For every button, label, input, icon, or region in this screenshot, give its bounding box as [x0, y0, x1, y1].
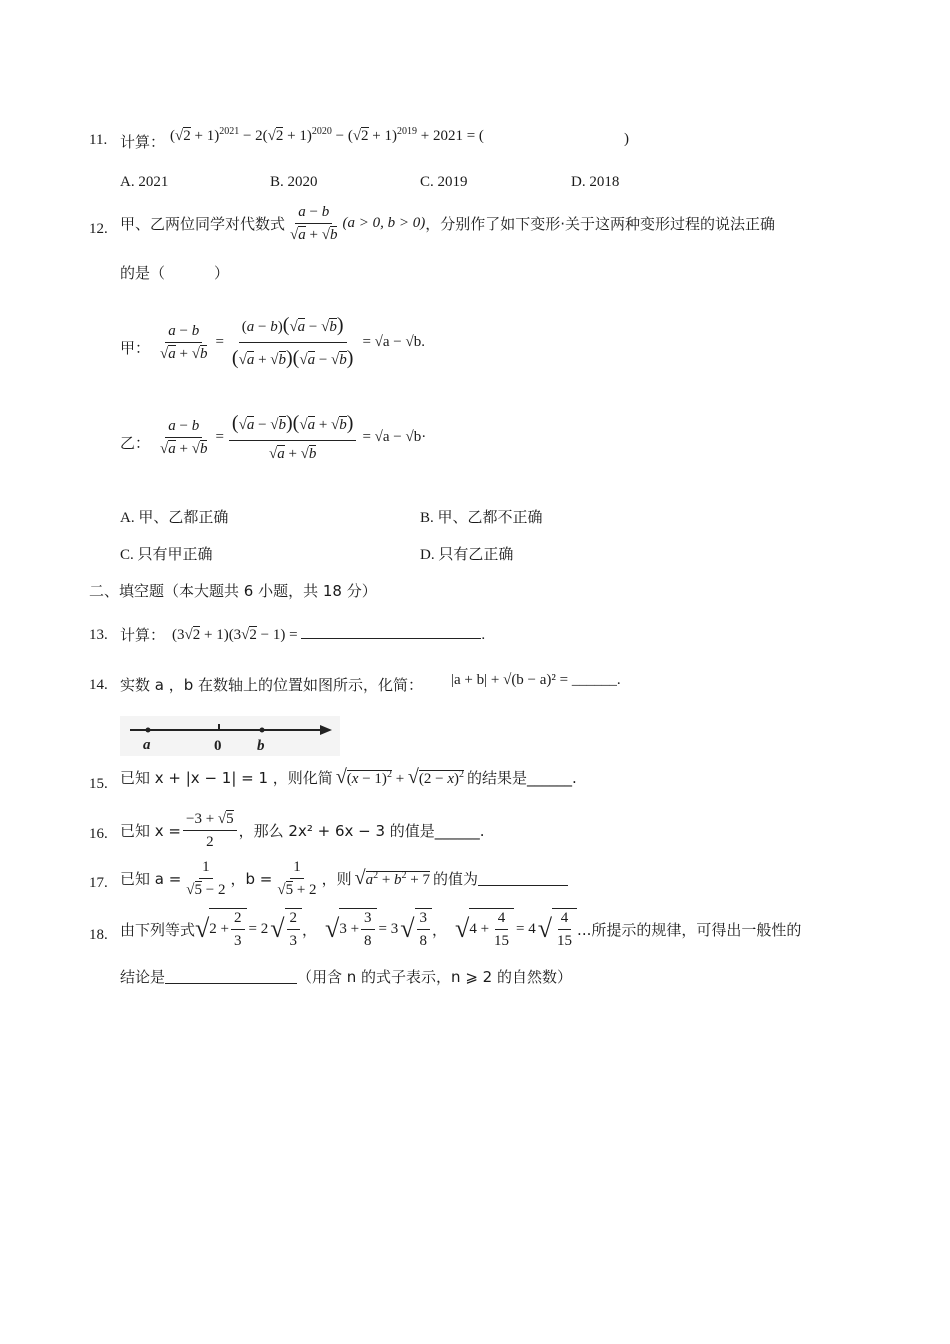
q18-line2 — [120, 966, 572, 987]
q12-line2-close: ） — [214, 264, 230, 282]
q12-line2: 的是（ — [120, 264, 166, 282]
q14-expression: |a + b| + √(b − a)² = ______. — [451, 672, 621, 688]
q12-condition: (a > 0, b > 0) — [342, 215, 426, 231]
q11-expression: $(√2 + 1)^{2021} - 2(√2 + 1)^{2020} - (√2 + 1)^{2019} + 2021$ = ( — [170, 126, 484, 144]
q17-text-d: 的值为 — [433, 870, 479, 888]
q13-expression: (3√2 + 1)(3√2 − 1) = . — [172, 624, 485, 644]
q14-text: 实数 a ，b 在数轴上的位置如图所示，化简： — [120, 676, 424, 694]
axis-label-0: 0 — [214, 738, 222, 754]
q12-jia-label: 甲： — [120, 339, 151, 357]
q11-option-b: B. 2020 — [270, 174, 318, 190]
q11-number: 11. — [89, 132, 108, 148]
q16-text-a: 已知 x = — [120, 822, 181, 840]
q11-option-a: A. 2021 — [120, 174, 169, 190]
q18-line2-a: 结论是 — [120, 968, 166, 986]
q12-yi-derivation: $\frac{a - b}{√a + √b}$ = $\frac{(√a - √b)(√a + √b)}{√a + √b}$ = √a − √b · — [160, 412, 427, 462]
q11-option-c: C. 2019 — [420, 174, 468, 190]
q17-text-b: ，b = — [230, 870, 273, 888]
q16-number: 16. — [89, 826, 108, 842]
q12-jia-result: = √a − √b — [362, 334, 422, 350]
q18-number: 18. — [89, 927, 108, 943]
q12-option-a: A. 甲、乙都正确 — [120, 510, 229, 526]
q17-text-c: ，则 — [321, 870, 352, 888]
axis-label-b: b — [257, 738, 265, 754]
q13-prefix: 计算： — [120, 626, 166, 644]
q12-yi-result: = √a − √b — [362, 429, 422, 445]
q12-option-c: C. 只有甲正确 — [120, 547, 213, 563]
q12-line1 — [120, 203, 775, 244]
q14-number-line — [120, 716, 340, 756]
q15-line — [120, 766, 577, 789]
q11-prefix: 计算： — [120, 133, 166, 151]
q13-number: 13. — [89, 627, 108, 643]
q14-number: 14. — [89, 677, 108, 693]
q15-radicals: $√(x - 1)^2 + √(2 - x)^2$ — [335, 766, 465, 788]
q16-fraction: $\frac{-3 + √5}{2}$ — [183, 810, 237, 851]
q18-text-b: ...所提示的规律，可得出一般性的 — [577, 920, 802, 939]
q12-text-a: 甲、乙两位同学对代数式 — [120, 215, 286, 233]
q12-jia-derivation: $\frac{a - b}{√a + √b}$ = $\frac{(a - b)(√a - √b)}{(√a + √b)(√a - √b)}$ = √a − √b . — [160, 314, 425, 369]
q12-option-b: B. 甲、乙都不正确 — [420, 510, 543, 526]
q12-yi-label: 乙： — [120, 434, 151, 452]
q18-text-a: 由下列等式 — [120, 920, 196, 939]
q13-end: . — [481, 627, 486, 643]
q11-option-d: D. 2018 — [571, 174, 620, 190]
q18-answer-blank[interactable] — [165, 969, 297, 984]
q16-text-b: ，那么 2x² + 6x − 3 的值是______. — [238, 822, 485, 840]
q16-line — [120, 810, 485, 851]
q12-fraction: $\frac{a - b}{√a + √b}$ — [290, 204, 338, 243]
section-heading: 二、填空题（本大题共 6 小题，共 18 分） — [89, 582, 377, 600]
q17-text-a: 已知 a = — [120, 870, 182, 888]
q18-line2-b: （用含 n 的式子表示，n ⩾ 2 的自然数） — [297, 968, 572, 986]
axis-label-a: a — [143, 737, 151, 753]
q15-number: 15. — [89, 776, 108, 792]
q11-close-paren: ) — [624, 131, 629, 147]
q15-text-a: 已知 x + |x − 1| = 1 ，则化简 — [120, 769, 333, 787]
q18-line1 — [120, 908, 801, 950]
q17-line: 已知 a = $\frac{1}{√5 - 2}$ ，b = $\frac{1}{√5 + 2}$ ，则 $√a^2 + b^2 + 7$ 的值为 — [120, 858, 568, 899]
q13-answer-blank[interactable] — [301, 624, 481, 639]
q12-number: 12. — [89, 221, 108, 237]
q17-number: 17. — [89, 875, 108, 891]
q12-option-d: D. 只有乙正确 — [420, 547, 514, 563]
q15-text-b: 的结果是______. — [467, 769, 577, 787]
q18-equations: √ 2 + $\frac{2}{3}$ = 2 √ $\frac{2}{3}$ ， √ 3 + $\frac{3}{8}$ = 3 √ $\frac{3}{8}$ ， √ 4 + $\frac{4}{15}$ = 4 √ $\frac{4}{15}$ — [195, 908, 577, 950]
q12-text-b: ，分别作了如下变形·关于这两种变形过程的说法正确 — [425, 215, 775, 233]
q17-answer-blank[interactable] — [478, 871, 568, 886]
